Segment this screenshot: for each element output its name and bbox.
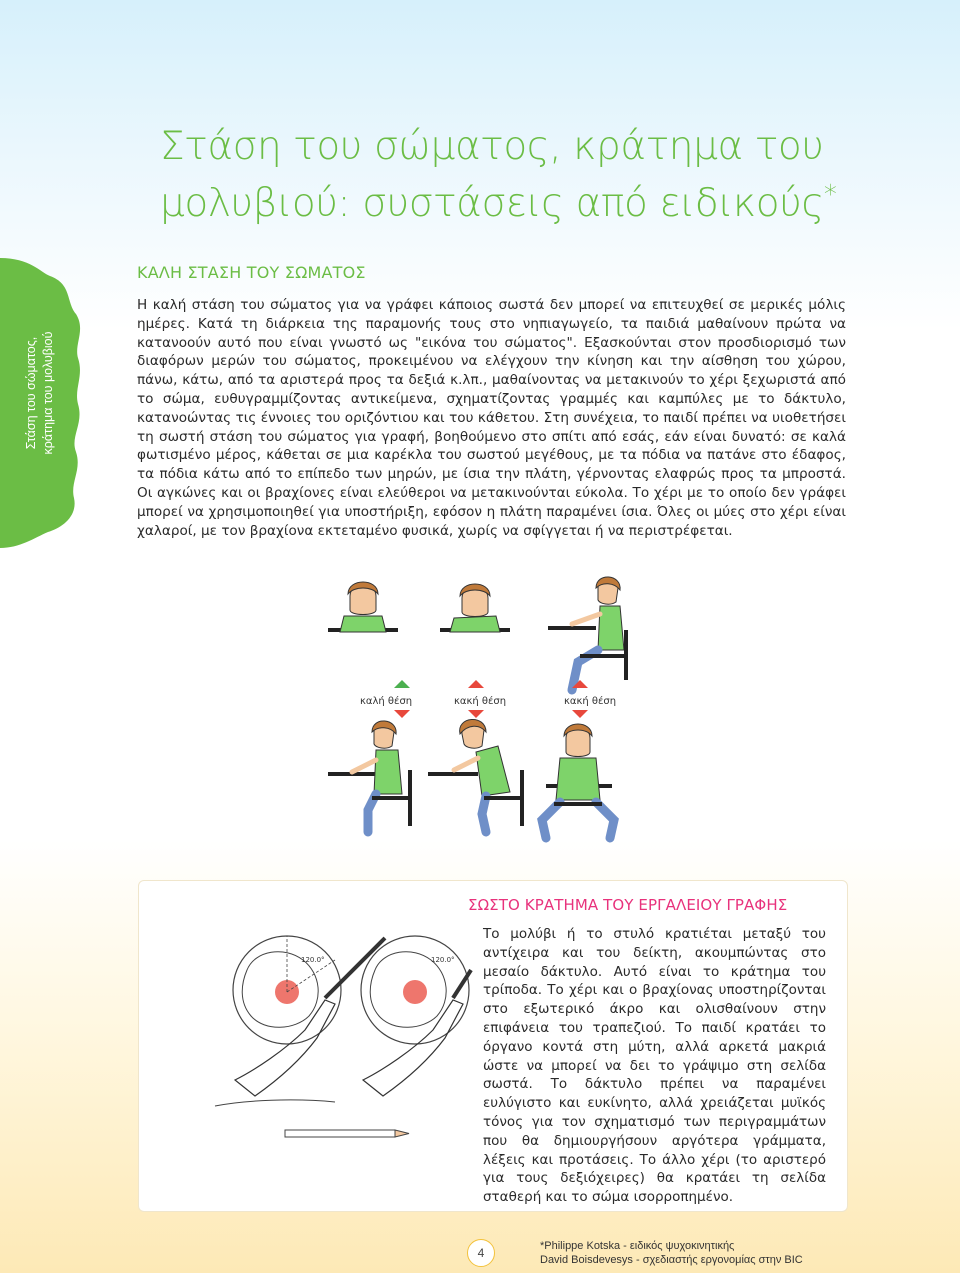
title-line-2-text: μολυβιού: συστάσεις από ειδικούς [160,181,824,226]
posture-label-good: καλή θέση [360,696,413,707]
posture-illustrations [310,570,650,845]
title-star: * [823,180,837,210]
figure-bad-front [440,584,510,632]
credit-line-2: David Boisdevesys - σχεδιαστής εργονομίας στην BIC [540,1254,803,1266]
figure-bad-side-hunched [428,719,524,832]
section-heading-posture: ΚΑΛΗ ΣΤΑΣΗ ΤΟΥ ΣΩΜΑΤΟΣ [137,263,366,282]
posture-label-bad-1: κακή θέση [454,696,507,707]
section-heading-pen-grip: ΣΩΣΤΟ ΚΡΑΤΗΜΑ ΤΟΥ ΕΡΓΑΛΕΙΟΥ ΓΡΑΦΗΣ [468,896,788,914]
side-tab-line-2: κράτημα του μολυβιού [41,331,55,455]
posture-label-bad-2: κακή θέση [564,696,617,707]
page-number: 4 [467,1239,495,1267]
angle-label-right: 120.0° [431,956,455,964]
title-line-2 [160,175,860,232]
section-body-pen-grip: Το μολύβι ή το στυλό κρατιέται μεταξύ του αντίχειρα και του δείκτη, ακουμπώντας στο μεσαίο δάκτυλο. Αυτό είναι το κράτημα του τρίποδα. Το χέρι και ο βραχίονας υποστηρίζονται στο εξωτερικό άκρο και ολισθαίνουν στην επιφάνεια του τραπεζιού. Το παιδί κρατάει το όργανο κοντά στη μύτη, αλλά αρκετά μακριά ώστε να μπορεί να δει το γράψιμο στη σελίδα σωστά. Το δάκτυλο πρέπει να παραμένει ευλύγιστο και ευκίνητο, αλλά χρειάζεται μυϊκός τόνος για τον σχηματισμό των περιγραμμάτων που θα δημιουργήσουν αργότερα γράμματα, λέξεις και προτάσεις. Το άλλο χέρι (το αριστερό για τους δεξιόχειρες) θα κρατάει τη σελίδα σταθερή και το σώμα ισορροπημένο. [483,926,826,1206]
figure-bad-side-leaning [548,577,628,690]
page-title [160,118,860,232]
posture-figures [310,570,650,845]
section-body-posture: Η καλή στάση του σώματος για να γράφει κάποιος σωστά δεν μπορεί να επιτευχθεί σε μερικές μόλις ημέρες. Κατά τη διάρκεια της παραμονής τους στο νηπιαγωγείο, τα παιδιά μαθαίνουν πρώτα να κατανοούν αυτό που είναι γνωστό ως "εικόνα του σώματος". Εξασκούνται στον προσδιορισμό των διαφόρων μερών του σώματος, προκειμένου να ελέγχουν την κίνηση και την αίσθηση του χώρου, πάνω, κάτω, από τα αριστερά προς τα δεξιά κ.λπ., μαθαίνοντας να μετακινούν το χέρι ξεχωριστά από το σώμα, ευθυγραμμίζοντας αντικείμενα, σχηματίζοντας γραμμές και καμπύλες με το δάκτυλο, κατανοώντας τις έννοιες του οριζόντιου και του κάθετου. Στη συνέχεια, το παιδί πρέπει να υιοθετήσει τη σωστή στάση του σώματος για γραφή, βοηθούμενο στο σπίτι από εσάς, εάν είναι δυνατό: σε καλά φωτισμένο μέρος, κάθεται σε μια καρέκλα του σωστού μεγέθους, με τα πόδια να πατάνε στο έδαφος, τα πόδια κάτω από το επίπεδο των μηρών, με ίσια την πλάτη, γέρνοντας ελαφρώς προς τα μπροστά. Οι αγκώνες και οι βραχίονες είναι ελεύθεροι να μετακινούνται εύκολα. Το χέρι με το οποίο δεν γράφει μπορεί να χρησιμοποιηθεί για υποστήριξη, εφόσον η πλάτη παραμένει ίσια. Όλες οι μύες στο χέρι είναι χαλαροί, με τον βραχίονα εκτεταμένο φυσικά, χωρίς να σφίγγεται ή να περιστρέφεται. [137,297,846,539]
figure-good-front [328,582,398,632]
credit-line-1: *Philippe Kotska - ειδικός ψυχοκινητικής [540,1240,735,1252]
angle-label-left: 120.0° [301,956,325,964]
pen-grip-drawing [195,930,475,1190]
pen-grip-diagram-left [215,936,385,1106]
credits [540,1239,803,1267]
pencil-icon [285,1130,409,1137]
side-tab-line-1: Στάση του σώματος, [24,336,38,450]
side-tab-label [23,253,61,533]
figure-good-side [328,721,412,832]
pen-grip-illustrations [195,930,475,1190]
title-line-1: Στάση του σώματος, κράτημα του [160,124,824,169]
figure-bad-splayed [542,724,614,838]
